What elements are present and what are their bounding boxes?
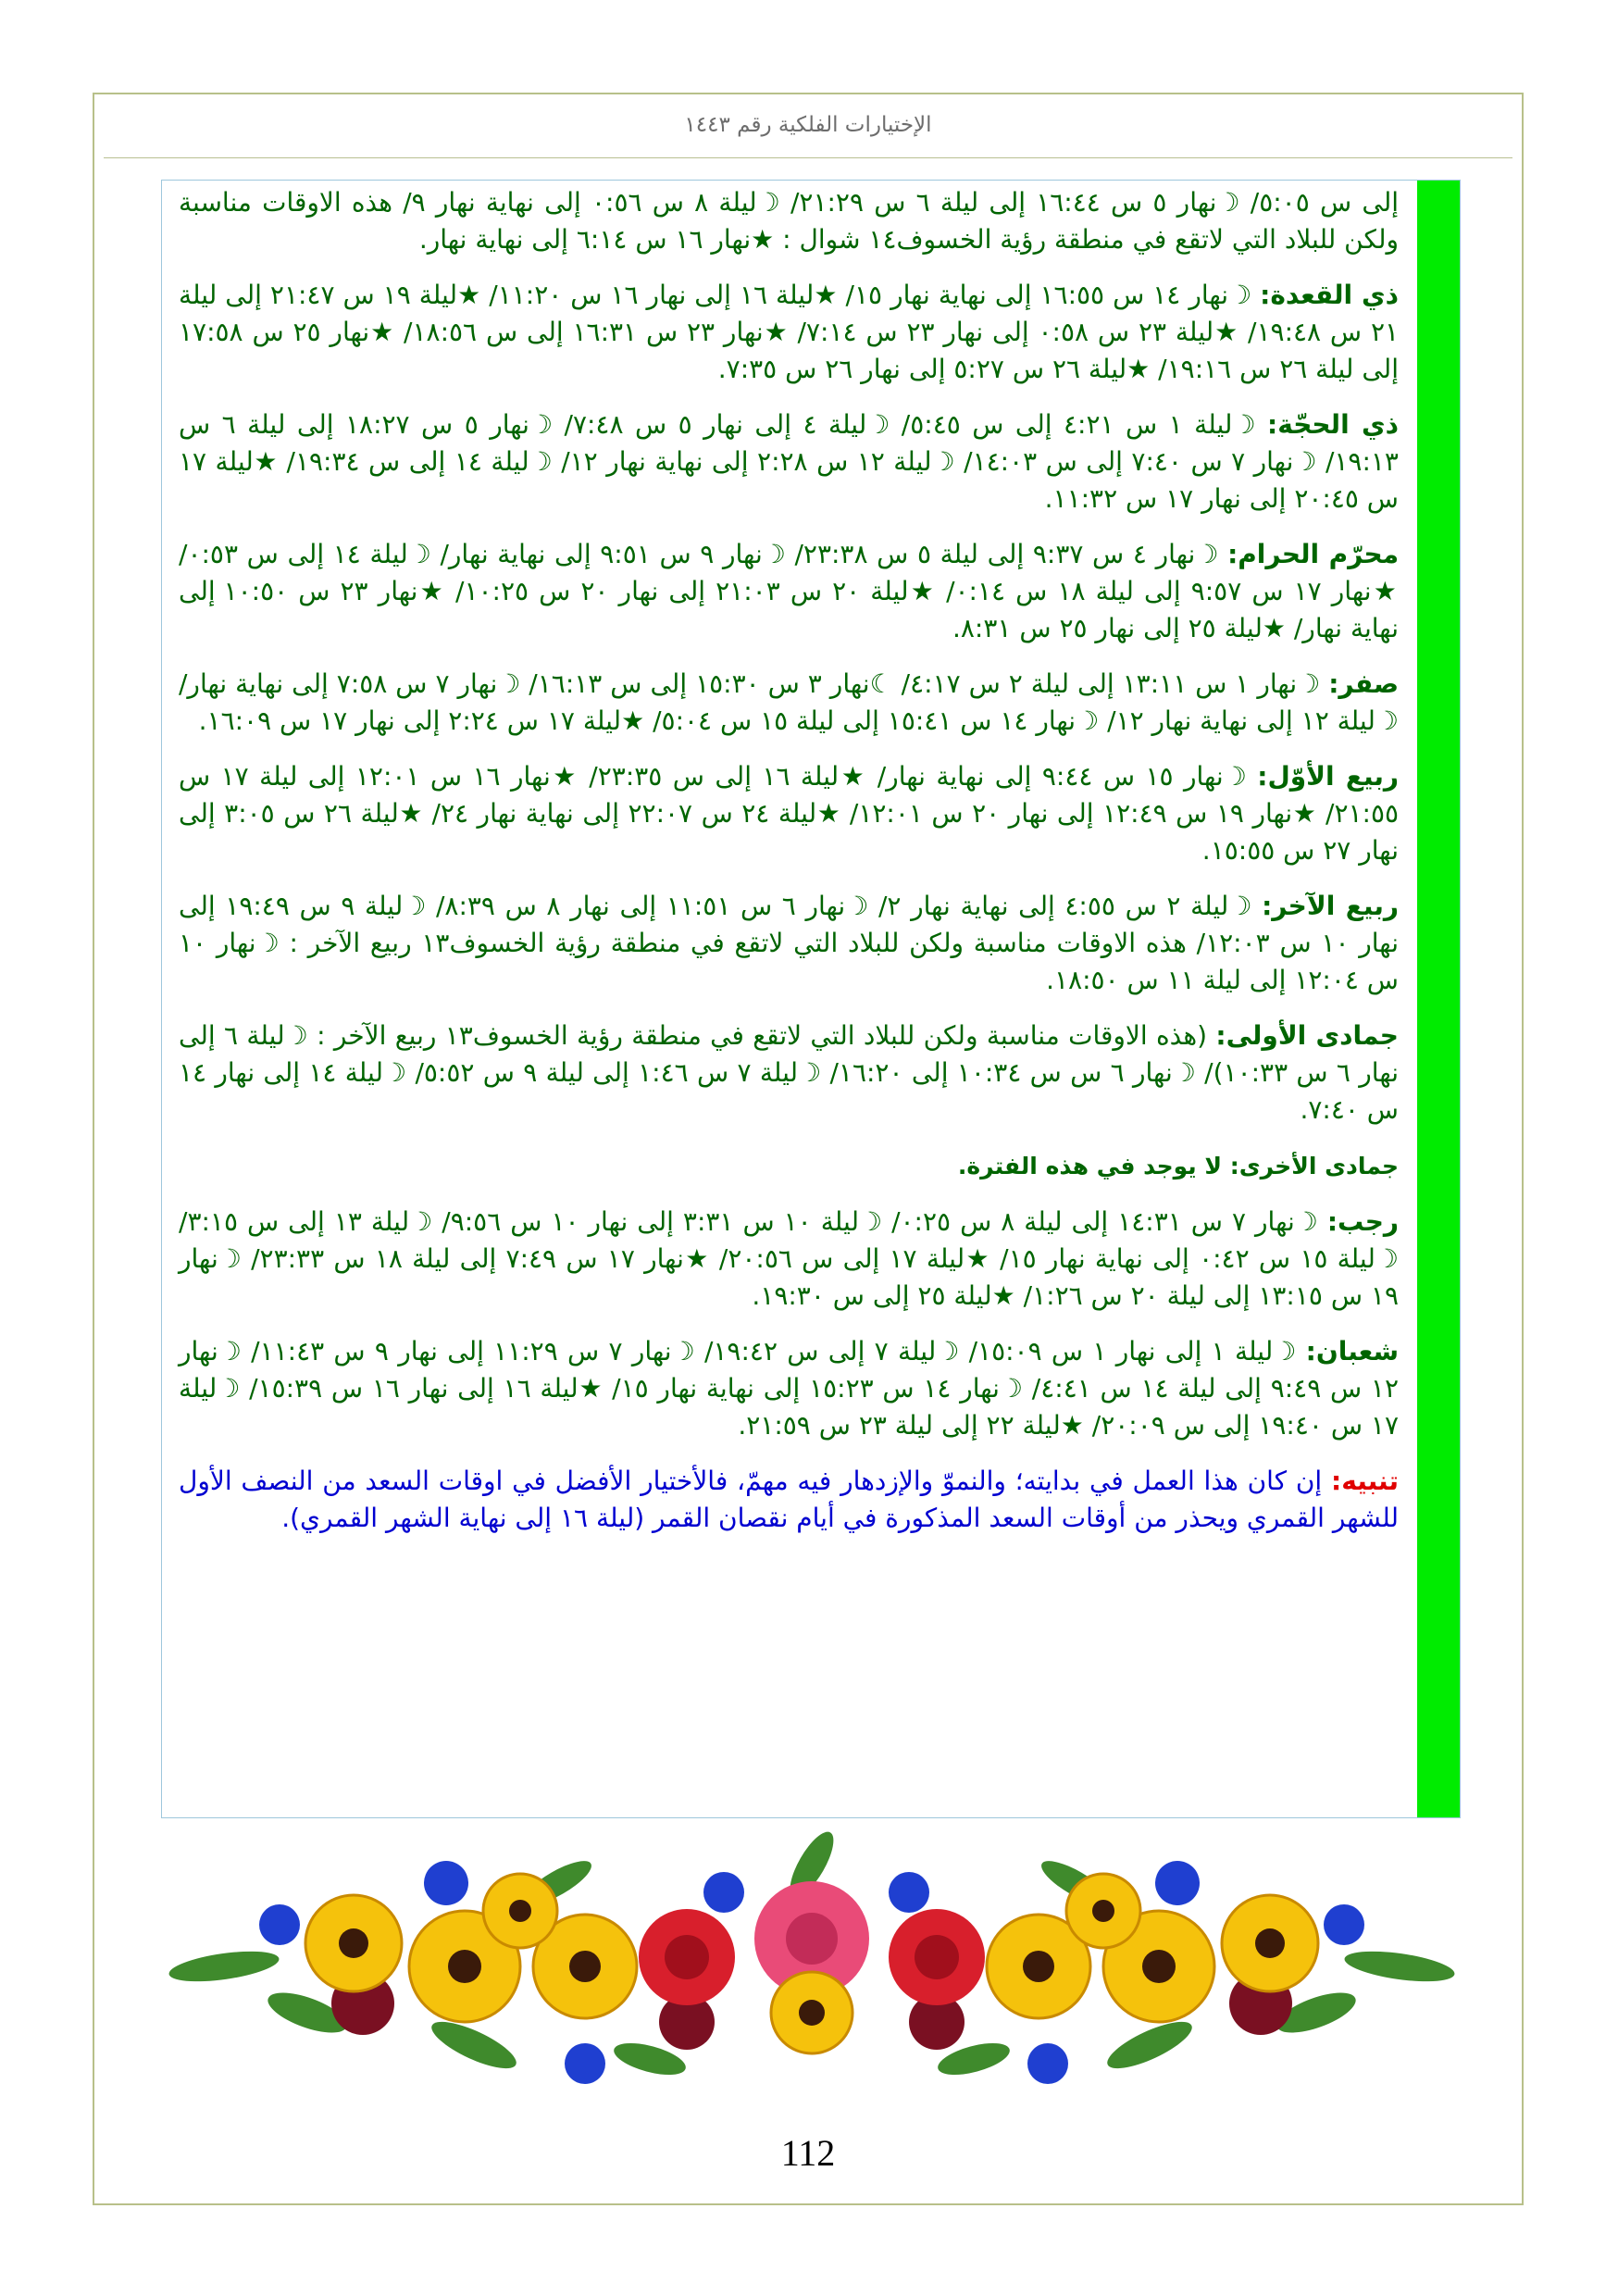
- page-number: 112: [780, 2132, 836, 2174]
- paragraph-text: ☽ليلة ١ إلى نهار ١ س ١٥:٠٩/ ☽ليلة ٧ إلى س ١٩:٤٢/ ☽نهار ٧ س ١١:٢٩ إلى نهار ٩ س ١١:٤٣/ ☽نهار ١٢ س ٩:٤٩ إلى ليلة ١٤ س ٤:٤١/ ☽نهار ١٤ س ١٥:٢٣ إلى نهاية نهار ١٥/ ★ليلة ١٦ إلى نهار ١٦ س ١٥:٣٩/ ☽ليلة ١٧ س ١٩:٤٠ إلى س ٢٠:٠٩/ ★ليلة ٢٢ إلى ليلة ٢٣ س ٢١:٥٩.: [179, 1336, 1399, 1441]
- content-box: [161, 180, 1461, 1818]
- paragraph-dhul-hijjah: [179, 406, 1399, 518]
- note-text: إن كان هذا العمل في بدايته؛ والنموّ والإزدهار فيه مهمّ، فالأختيار الأفضل في اوقات السعد من النصف الأول للشهر القمري ويحذر من أوقات السعد المذكورة في أيام نقصان القمر (ليلة ١٦ إلى نهاية الشهر القمري).: [179, 1466, 1399, 1533]
- month-label: شعبان:: [1305, 1336, 1400, 1366]
- note-label: تنبيه:: [1331, 1466, 1399, 1496]
- month-label: ربيع الأوّل:: [1257, 761, 1400, 792]
- paragraph-dhul-qadah: [179, 277, 1399, 388]
- flower-garland-image: [168, 1828, 1455, 2105]
- green-side-bar: [1417, 181, 1460, 1817]
- text-column: [179, 184, 1399, 1555]
- paragraph-rabi-al-akhar: [179, 888, 1399, 999]
- paragraph-text: إلى س ٥:٠٥/ ☽نهار ٥ س ١٦:٤٤ إلى ليلة ٦ س ٢١:٢٩/ ☽ليلة ٨ س ٠:٥٦ إلى نهاية نهار ٩/ هذه الاوقات مناسبة ولكن للبلاد التي لاتقع في منطقة رؤية الخسوف١٤ شوال : ★نهار ١٦ س ٦:١٤ إلى نهاية نهار.: [179, 187, 1399, 255]
- paragraph-text: ☽نهار ٤ س ٩:٣٧ إلى ليلة ٥ س ٢٣:٣٨/ ☽نهار ٩ س ٩:٥١ إلى نهاية نهار/ ☽ليلة ١٤ إلى س ٠:٥٣/ ★نهار ١٧ س ٩:٥٧ إلى ليلة ١٨ س ٠:١٤/ ★ليلة ٢٠ س ٢١:٠٣ إلى نهار ٢٠ س ١٠:٢٥/ ★نهار ٢٣ س ١٠:٥٠ إلى نهاية نهار/ ★ليلة ٢٥ إلى نهار ٢٥ س ٨:٣١.: [179, 539, 1399, 643]
- month-label: ذي القعدة:: [1260, 280, 1400, 310]
- month-label: محرّم الحرام:: [1227, 539, 1400, 569]
- paragraph-jumada-al-ula: [179, 1017, 1399, 1129]
- paragraph-safar: [179, 666, 1399, 740]
- paragraph-rajab: [179, 1204, 1399, 1315]
- month-label: جمادى الأخرى: لا يوجد في هذه الفترة.: [957, 1153, 1399, 1179]
- paragraph-text: ☽نهار ١٥ س ٩:٤٤ إلى نهاية نهار/ ★ليلة ١٦ إلى س ٢٣:٣٥/ ★نهار ١٦ س ١٢:٠١ إلى ليلة ١٧ س ٢١:٥٥/ ★نهار ١٩ س ١٢:٤٩ إلى نهار ٢٠ س ١٢:٠١/ ★ليلة ٢٤ س ٢٢:٠٧ إلى نهاية نهار ٢٤/ ★ليلة ٢٦ س ٣:٠٥ إلى نهار ٢٧ س ١٥:٥٥.: [179, 761, 1400, 866]
- month-label: رجب:: [1326, 1206, 1399, 1237]
- month-label: جمادى الأولى:: [1215, 1020, 1399, 1051]
- header-rule: [104, 157, 1512, 158]
- paragraph-text: ☽نهار ٧ س ١٤:٣١ إلى ليلة ٨ س ٠:٢٥/ ☽ليلة ١٠ س ٣:٣١ إلى نهار ١٠ س ٩:٥٦/ ☽ليلة ١٣ إلى س ٣:١٥/ ☽ليلة ١٥ س ٠:٤٢ إلى نهاية نهار ١٥/ ★ليلة ١٧ إلى س ٢٠:٥٦/ ★نهار ١٧ س ٧:٤٩ إلى ليلة ١٨ س ٢٣:٣٣/ ☽نهار ١٩ س ١٣:١٥ إلى ليلة ٢٠ س ١:٢٦/ ★ليلة ٢٥ إلى س ١٩:٣٠.: [179, 1206, 1399, 1311]
- running-header: الإختيارات الفلكية رقم ١٤٤٣: [684, 113, 932, 137]
- paragraph-continuation: [179, 184, 1399, 258]
- month-label: ذي الحجّة:: [1267, 409, 1400, 440]
- page-frame: [93, 93, 1524, 2205]
- month-label: صفر:: [1328, 668, 1400, 699]
- note-paragraph: [179, 1463, 1399, 1537]
- paragraph-text: ☽ليلة ٢ س ٤:٥٥ إلى نهاية نهار ٢/ ☽نهار ٦ س ١١:٥١ إلى نهار ٨ س ٨:٣٩/ ☽ليلة ٩ س ١٩:٤٩ إلى نهار ١٠ س ١٢:٠٣/ هذه الاوقات مناسبة ولكن للبلاد التي لاتقع في منطقة رؤية الخسوف١٣ ربيع الآخر : ☽نهار ١٠ س ١٢:٠٤ إلى ليلة ١١ س ١٨:٥٠.: [179, 891, 1400, 995]
- paragraph-text: ☽نهار ١٤ س ١٦:٥٥ إلى نهاية نهار ١٥/ ★ليلة ١٦ إلى نهار ١٦ س ١١:٢٠/ ★ليلة ١٩ س ٢١:٤٧ إلى ليلة ٢١ س ١٩:٤٨/ ★ليلة ٢٣ س ٠:٥٨ إلى نهار ٢٣ س ٧:١٤/ ★نهار ٢٣ س ١٦:٣١ إلى س ١٨:٥٦/ ★نهار ٢٥ س ١٧:٥٨ إلى ليلة ٢٦ س ١٩:١٦/ ★ليلة ٢٦ س ٥:٢٧ إلى نهار ٢٦ س ٧:٣٥.: [179, 280, 1400, 384]
- month-label: ربيع الآخر:: [1262, 891, 1399, 921]
- paragraph-text: ☽نهار ١ س ١٣:١١ إلى ليلة ٢ س ٤:١٧/ ☾نهار ٣ س ١٥:٣٠ إلى س ١٦:١٣/ ☽نهار ٧ س ٧:٥٨ إلى نهاية نهار/ ☽ليلة ١٢ إلى نهاية نهار ١٢/ ☽نهار ١٤ س ١٥:٤١ إلى ليلة ١٥ س ٥:٠٤/ ★ليلة ١٧ س ٢:٢٤ إلى نهار ١٧ س ١٦:٠٩.: [179, 668, 1399, 736]
- paragraph-jumada-al-ukhra: [179, 1147, 1399, 1185]
- paragraph-muharram: [179, 536, 1399, 647]
- paragraph-text: (هذه الاوقات مناسبة ولكن للبلاد التي لاتقع في منطقة رؤية الخسوف١٣ ربيع الآخر : ☽ليلة ٦ إلى نهار ٦ س ١٠:٣٣)/ ☽نهار ٦ س س ١٠:٣٤ إلى ١٦:٢٠/ ☽ليلة ٧ س ١:٤٦ إلى ليلة ٩ س ٥:٥٢/ ☽ليلة ١٤ إلى نهار ١٤ س ٧:٤٠.: [179, 1020, 1400, 1125]
- paragraph-shaban: [179, 1333, 1399, 1444]
- paragraph-text: ☽ليلة ١ س ٤:٢١ إلى س ٥:٤٥/ ☽ليلة ٤ إلى نهار ٥ س ٧:٤٨/ ☽نهار ٥ س ١٨:٢٧ إلى ليلة ٦ س ١٩:١٣/ ☽نهار ٧ س ٧:٤٠ إلى س ١٤:٠٣/ ☽ليلة ١٢ س ٢:٢٨ إلى نهاية نهار ١٢/ ☽ليلة ١٤ إلى س ١٩:٣٤/ ★ليلة ١٧ س ٢٠:٤٥ إلى نهار ١٧ س ١١:٣٢.: [179, 409, 1399, 514]
- paragraph-rabi-al-awwal: [179, 758, 1399, 869]
